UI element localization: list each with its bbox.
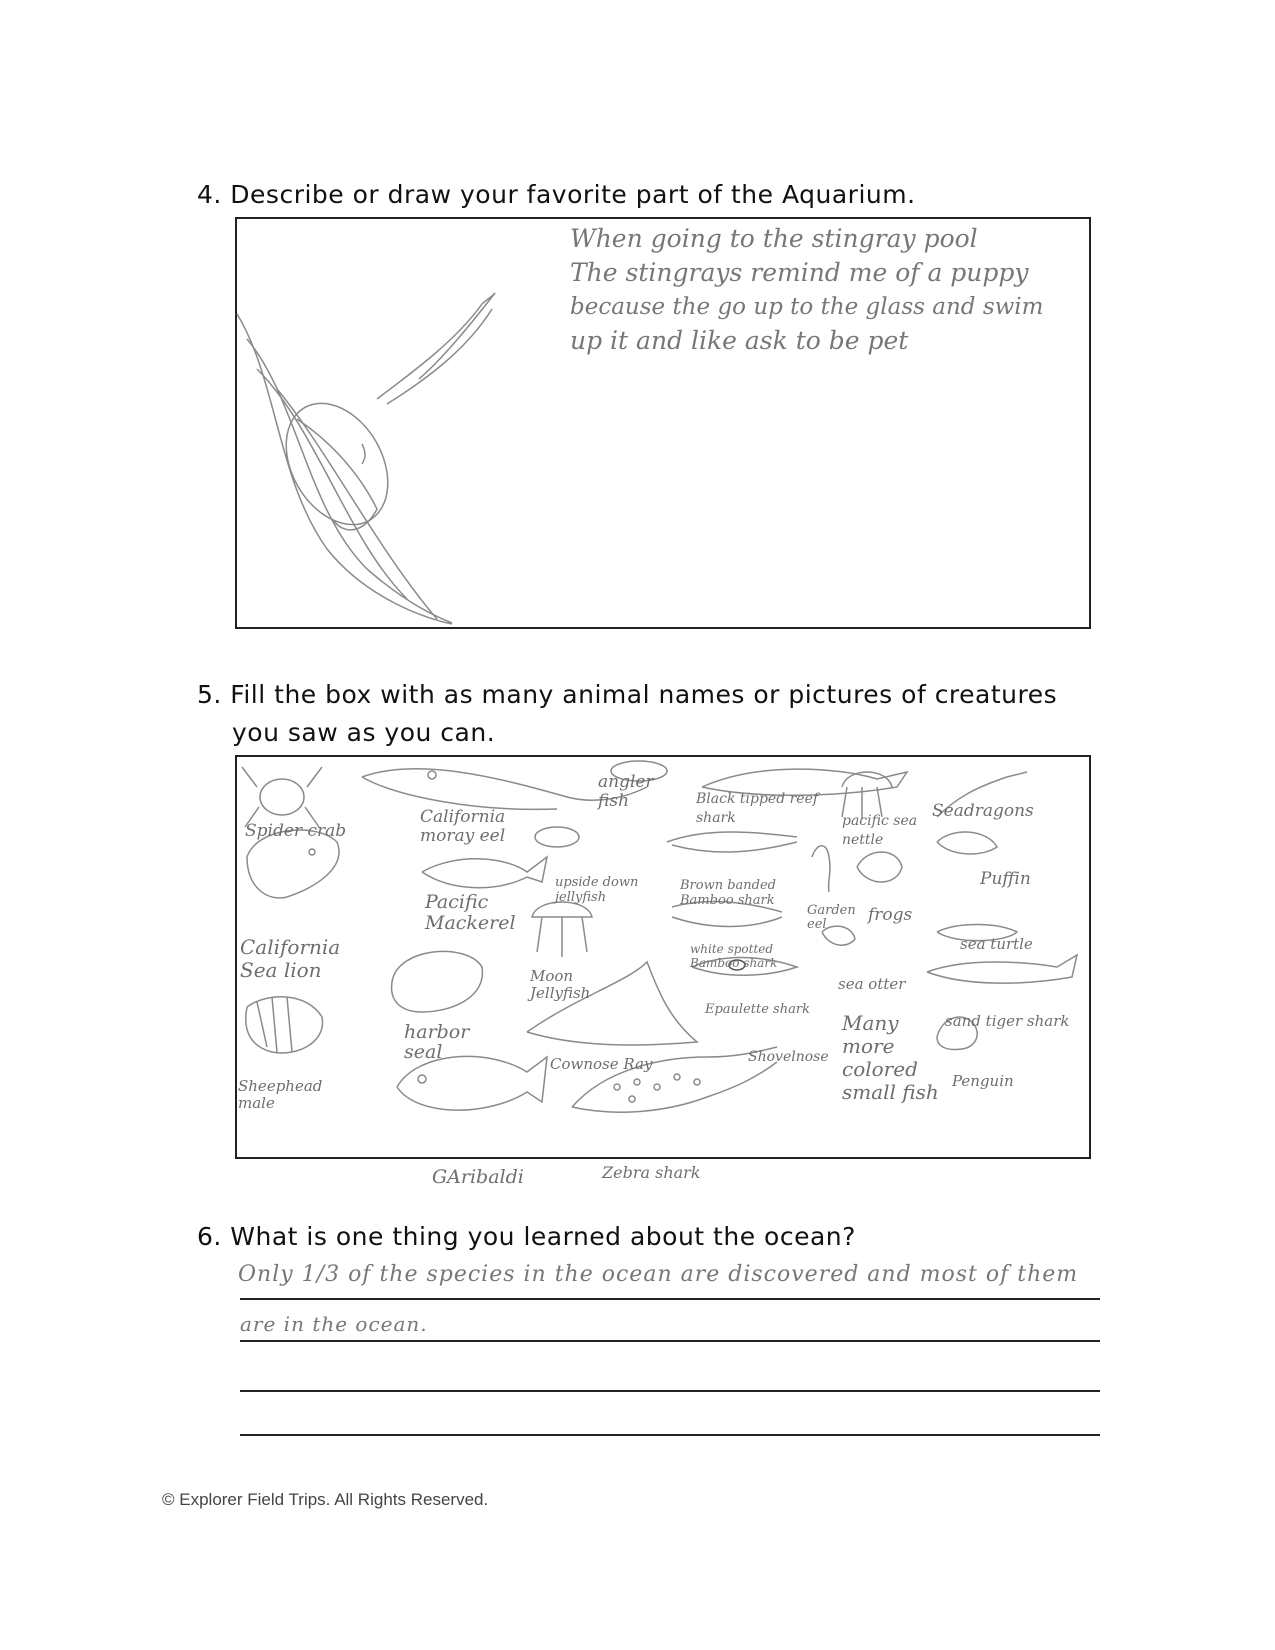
question-4-answer-text	[570, 222, 1043, 358]
label-california-moray-eel: California moray eel	[420, 807, 506, 846]
question-4-prompt: 4. Describe or draw your favorite part of the Aquarium.	[197, 180, 916, 209]
label-many-more-colored-small-fish: Many more colored small fish	[842, 1011, 939, 1104]
label-garden-eel: Garden eel	[807, 903, 856, 932]
answer-rule-4	[240, 1434, 1100, 1436]
question-6-answer-line-2: are in the ocean.	[240, 1312, 428, 1336]
label-moon-jellyfish: Moon Jellyfish	[530, 967, 591, 1002]
label-epaulette-shark: Epaulette shark	[705, 1002, 810, 1017]
label-harbor-seal: harbor seal	[404, 1021, 470, 1063]
label-sand-tiger-shark: sand tiger shark	[945, 1012, 1070, 1030]
label-white-spotted-bamboo-shark: white spotted Bamboo shark	[690, 942, 778, 970]
label-pacific-mackerel: Pacific Mackerel	[425, 891, 516, 934]
question-6-answer-line-1: Only 1/3 of the species in the ocean are discovered and most of them	[238, 1262, 1079, 1287]
question-6-prompt: 6. What is one thing you learned about the ocean?	[197, 1222, 856, 1251]
answer-rule-1	[240, 1298, 1100, 1300]
label-zebra-shark: Zebra shark	[602, 1163, 701, 1182]
label-spider-crab: Spider crab	[245, 821, 347, 841]
label-seadragons: Seadragons	[932, 801, 1034, 821]
question-5-prompt-line-1: 5. Fill the box with as many animal names or pictures of creatures	[197, 680, 1058, 709]
label-angler-fish: angler fish	[598, 772, 654, 811]
answer-line: up it and like ask to be pet	[570, 326, 909, 355]
label-shovelnose: Shovelnose	[748, 1049, 829, 1065]
label-sheephead-male: Sheephead male	[238, 1077, 323, 1112]
question-5-prompt-line-2: you saw as you can.	[232, 718, 496, 747]
answer-line: because the go up to the glass and swim	[570, 294, 1044, 320]
label-sea-turtle: sea turtle	[960, 935, 1033, 953]
label-garibaldi: GAribaldi	[432, 1166, 524, 1188]
answer-line: The stingrays remind me of a puppy	[570, 258, 1029, 287]
copyright-footer: © Explorer Field Trips. All Rights Reserved.	[162, 1490, 489, 1509]
label-penguin: Penguin	[952, 1072, 1014, 1090]
answer-rule-3	[240, 1390, 1100, 1392]
label-upside-down-jellyfish: upside down jellyfish	[555, 875, 639, 905]
label-cownose-ray: Cownose Ray	[550, 1055, 653, 1073]
label-brown-banded-bamboo-shark: Brown banded Bamboo shark	[680, 878, 777, 908]
label-pacific-sea-nettle: pacific sea nettle	[842, 813, 918, 848]
label-black-tipped-reef-shark: Black tipped reef shark	[696, 791, 819, 826]
label-sea-otter: sea otter	[838, 975, 906, 993]
answer-rule-2	[240, 1340, 1100, 1342]
label-frogs: frogs	[868, 905, 913, 925]
label-california-sea-lion: California Sea lion	[240, 935, 341, 982]
answer-line: When going to the stingray pool	[570, 224, 978, 253]
label-puffin: Puffin	[980, 869, 1031, 889]
